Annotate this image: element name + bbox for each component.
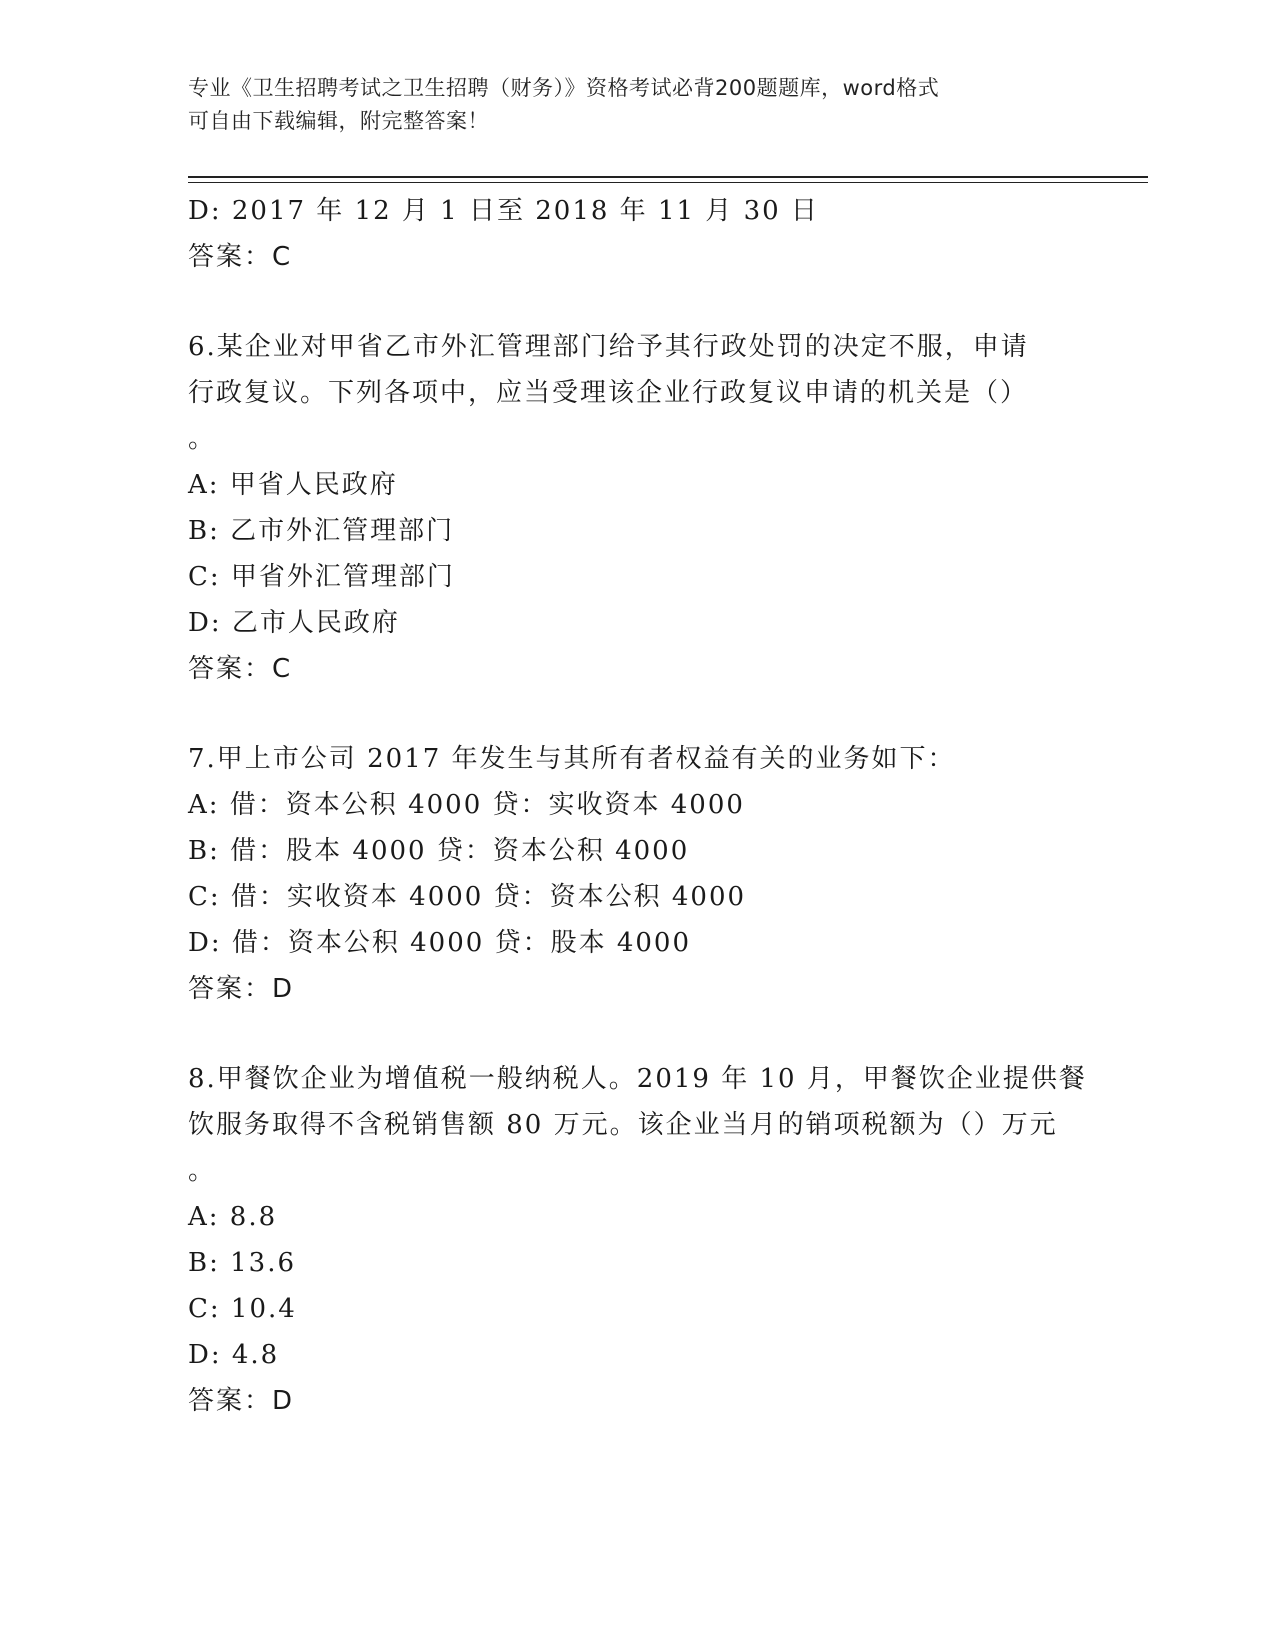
option-b: B: 13.6 <box>188 1248 297 1278</box>
answer-line: 答案：C <box>188 654 293 684</box>
question-text-line-3: 。 <box>188 1156 217 1186</box>
header-divider-thick <box>188 176 1148 178</box>
answer-line: 答案：D <box>188 1386 295 1416</box>
option-b: B: 借：股本 4000 贷：资本公积 4000 <box>188 836 690 866</box>
question-text-line-1: 6.某企业对甲省乙市外汇管理部门给予其行政处罚的决定不服，申请 <box>188 332 1029 362</box>
question-8 <box>188 1056 1108 1424</box>
option-a: A: 8.8 <box>188 1202 278 1232</box>
option-a: A: 借：资本公积 4000 贷：实收资本 4000 <box>188 790 745 820</box>
spacer <box>188 692 1108 736</box>
question-7 <box>188 736 1108 1012</box>
question-6 <box>188 324 1108 692</box>
header-title-line-2: 可自由下载编辑，附完整答案！ <box>188 109 489 133</box>
option-d: D: 4.8 <box>188 1340 280 1370</box>
option-d: D: 借：资本公积 4000 贷：股本 4000 <box>188 928 692 958</box>
option-c: C: 借：实收资本 4000 贷：资本公积 4000 <box>188 882 747 912</box>
question-text-line-1: 7.甲上市公司 2017 年发生与其所有者权益有关的业务如下： <box>188 744 956 774</box>
spacer <box>188 1012 1108 1056</box>
question-text-line-3: 。 <box>188 424 217 454</box>
spacer <box>188 280 1108 324</box>
option-d: D: 乙市人民政府 <box>188 608 400 638</box>
question-5-tail <box>188 188 1108 280</box>
header-divider-thin <box>188 182 1148 183</box>
question-text-line-2: 饮服务取得不含税销售额 80 万元。该企业当月的销项税额为（）万元 <box>188 1110 1058 1140</box>
option-c: C: 甲省外汇管理部门 <box>188 562 455 592</box>
option-a: A: 甲省人民政府 <box>188 470 398 500</box>
header-title-line-1: 专业《卫生招聘考试之卫生招聘（财务）》资格考试必背200题题库，word格式 <box>188 76 940 100</box>
document-content <box>188 188 1108 1424</box>
option-c: C: 10.4 <box>188 1294 297 1324</box>
option-d: D: 2017 年 12 月 1 日至 2018 年 11 月 30 日 <box>188 196 819 226</box>
answer-line: 答案：C <box>188 242 293 272</box>
document-header <box>188 72 1088 138</box>
option-b: B: 乙市外汇管理部门 <box>188 516 455 546</box>
answer-line: 答案：D <box>188 974 295 1004</box>
question-text-line-1: 8.甲餐饮企业为增值税一般纳税人。2019 年 10 月，甲餐饮企业提供餐 <box>188 1064 1087 1094</box>
question-text-line-2: 行政复议。下列各项中，应当受理该企业行政复议申请的机关是（） <box>188 378 1029 408</box>
